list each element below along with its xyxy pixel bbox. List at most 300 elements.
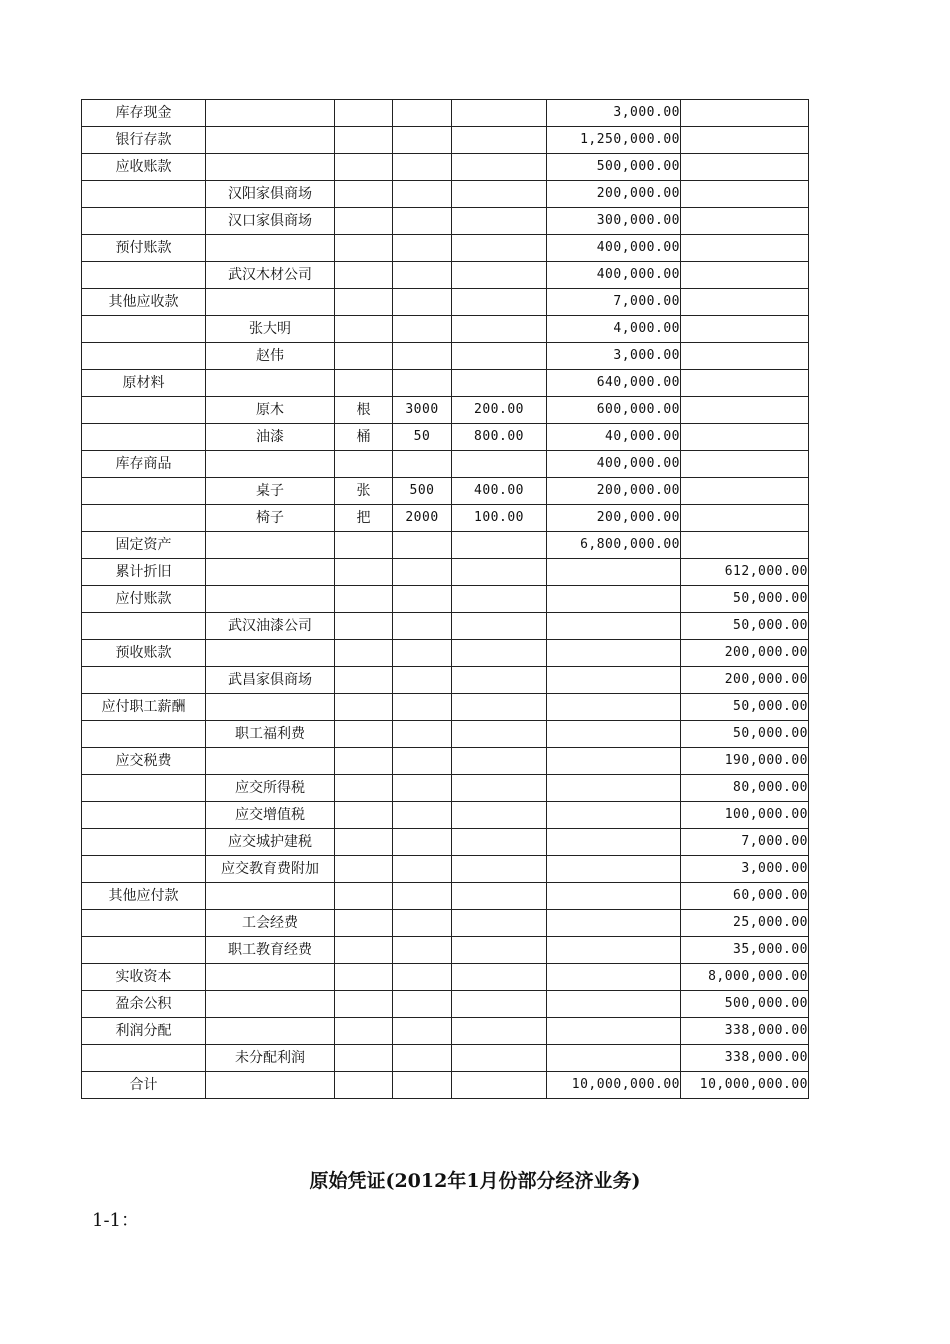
sub-account-cell [206,883,335,910]
debit-amount-cell [547,1045,681,1072]
table-row [82,262,809,289]
credit-amount-cell: 50,000.00 [681,694,809,721]
debit-amount-cell: 6,800,000.00 [547,532,681,559]
table-row [82,235,809,262]
unit-cell: 张 [335,478,393,505]
sub-account-cell [206,748,335,775]
unit-price-cell [452,100,547,127]
unit-price-cell [452,1072,547,1099]
sub-account-cell [206,559,335,586]
sub-account-cell: 应交增值税 [206,802,335,829]
unit-price-cell: 200.00 [452,397,547,424]
debit-amount-cell: 500,000.00 [547,154,681,181]
table-row [82,748,809,775]
table-row [82,667,809,694]
account-cell: 累计折旧 [82,559,206,586]
voucher-label: 1-1： [92,1210,139,1231]
quantity-cell [393,451,452,478]
sub-account-cell: 应交城护建税 [206,829,335,856]
credit-amount-cell: 80,000.00 [681,775,809,802]
credit-amount-cell: 338,000.00 [681,1045,809,1072]
quantity-cell [393,694,452,721]
sub-account-cell: 赵伟 [206,343,335,370]
table-row [82,100,809,127]
debit-amount-cell: 300,000.00 [547,208,681,235]
quantity-cell [393,1045,452,1072]
sub-account-cell: 未分配利润 [206,1045,335,1072]
unit-cell [335,910,393,937]
credit-amount-cell [681,100,809,127]
unit-price-cell [452,613,547,640]
credit-amount-cell: 612,000.00 [681,559,809,586]
credit-amount-cell: 500,000.00 [681,991,809,1018]
debit-amount-cell [547,910,681,937]
debit-amount-cell: 400,000.00 [547,235,681,262]
credit-amount-cell [681,451,809,478]
section-heading: 原始凭证(2012年1月份部分经济业务) [309,1170,641,1192]
quantity-cell [393,667,452,694]
quantity-cell [393,1072,452,1099]
debit-amount-cell [547,802,681,829]
account-cell: 其他应付款 [82,883,206,910]
account-cell [82,910,206,937]
unit-cell [335,991,393,1018]
table-row [82,316,809,343]
quantity-cell [393,856,452,883]
quantity-cell [393,613,452,640]
account-cell: 盈余公积 [82,991,206,1018]
account-cell [82,262,206,289]
unit-price-cell [452,964,547,991]
table-row [82,208,809,235]
quantity-cell [393,748,452,775]
account-cell: 实收资本 [82,964,206,991]
unit-cell [335,613,393,640]
unit-cell [335,1072,393,1099]
unit-cell [335,370,393,397]
debit-amount-cell [547,667,681,694]
account-cell [82,424,206,451]
sub-account-cell [206,694,335,721]
debit-amount-cell: 200,000.00 [547,505,681,532]
unit-cell [335,694,393,721]
debit-amount-cell [547,991,681,1018]
account-cell [82,208,206,235]
ledger-body [82,100,809,1099]
credit-amount-cell [681,370,809,397]
table-row [82,856,809,883]
unit-cell [335,316,393,343]
unit-cell [335,640,393,667]
account-cell [82,505,206,532]
quantity-cell [393,640,452,667]
account-cell [82,856,206,883]
unit-price-cell [452,181,547,208]
credit-amount-cell [681,262,809,289]
debit-amount-cell: 4,000.00 [547,316,681,343]
sub-account-cell: 工会经费 [206,910,335,937]
quantity-cell [393,910,452,937]
table-row [82,694,809,721]
credit-amount-cell [681,154,809,181]
account-cell: 利润分配 [82,1018,206,1045]
table-row [82,154,809,181]
account-cell: 预收账款 [82,640,206,667]
quantity-cell [393,370,452,397]
account-cell: 银行存款 [82,127,206,154]
unit-price-cell: 800.00 [452,424,547,451]
credit-amount-cell [681,289,809,316]
sub-account-cell [206,100,335,127]
account-cell: 应付职工薪酬 [82,694,206,721]
unit-cell [335,235,393,262]
unit-price-cell [452,235,547,262]
debit-amount-cell: 640,000.00 [547,370,681,397]
debit-amount-cell [547,748,681,775]
account-cell [82,397,206,424]
quantity-cell [393,883,452,910]
unit-cell [335,856,393,883]
unit-price-cell [452,532,547,559]
table-row [82,505,809,532]
table-row [82,532,809,559]
sub-account-cell: 椅子 [206,505,335,532]
debit-amount-cell: 1,250,000.00 [547,127,681,154]
account-cell [82,721,206,748]
unit-price-cell [452,316,547,343]
debit-amount-cell: 600,000.00 [547,397,681,424]
unit-price-cell [452,775,547,802]
credit-amount-cell: 7,000.00 [681,829,809,856]
table-row [82,640,809,667]
debit-amount-cell: 7,000.00 [547,289,681,316]
unit-price-cell [452,262,547,289]
account-cell [82,613,206,640]
sub-account-cell: 应交教育费附加 [206,856,335,883]
credit-amount-cell: 50,000.00 [681,586,809,613]
debit-amount-cell [547,937,681,964]
sub-account-cell [206,451,335,478]
sub-account-cell: 职工教育经费 [206,937,335,964]
sub-account-cell: 汉阳家俱商场 [206,181,335,208]
unit-cell [335,883,393,910]
sub-account-cell: 武汉油漆公司 [206,613,335,640]
debit-amount-cell [547,883,681,910]
unit-price-cell [452,694,547,721]
table-row [82,397,809,424]
debit-amount-cell: 400,000.00 [547,262,681,289]
account-cell [82,316,206,343]
debit-amount-cell [547,721,681,748]
unit-cell [335,127,393,154]
unit-price-cell [452,991,547,1018]
unit-cell [335,937,393,964]
debit-amount-cell: 10,000,000.00 [547,1072,681,1099]
unit-price-cell [452,910,547,937]
debit-amount-cell [547,694,681,721]
quantity-cell [393,1018,452,1045]
credit-amount-cell [681,424,809,451]
credit-amount-cell: 3,000.00 [681,856,809,883]
table-row [82,964,809,991]
account-cell [82,937,206,964]
unit-price-cell [452,721,547,748]
debit-amount-cell: 3,000.00 [547,343,681,370]
sub-account-cell [206,532,335,559]
quantity-cell [393,343,452,370]
unit-price-cell [452,1018,547,1045]
unit-cell [335,451,393,478]
sub-account-cell: 桌子 [206,478,335,505]
table-row [82,370,809,397]
opening-balance-table [81,99,809,1099]
quantity-cell [393,181,452,208]
quantity-cell [393,235,452,262]
sub-account-cell [206,640,335,667]
table-row [82,424,809,451]
quantity-cell [393,262,452,289]
unit-price-cell [452,856,547,883]
sub-account-cell [206,127,335,154]
debit-amount-cell [547,964,681,991]
quantity-cell [393,721,452,748]
debit-amount-cell [547,559,681,586]
table-row [82,721,809,748]
unit-cell [335,802,393,829]
credit-amount-cell [681,235,809,262]
unit-cell [335,775,393,802]
table-row [82,559,809,586]
account-cell: 应收账款 [82,154,206,181]
unit-cell [335,721,393,748]
account-cell [82,829,206,856]
unit-price-cell: 400.00 [452,478,547,505]
unit-cell [335,181,393,208]
credit-amount-cell: 10,000,000.00 [681,1072,809,1099]
credit-amount-cell: 50,000.00 [681,613,809,640]
table-row [82,910,809,937]
unit-cell [335,748,393,775]
debit-amount-cell [547,856,681,883]
unit-price-cell [452,883,547,910]
unit-price-cell [452,937,547,964]
unit-price-cell [452,802,547,829]
quantity-cell [393,964,452,991]
unit-price-cell [452,208,547,235]
unit-price-cell [452,748,547,775]
account-cell: 库存商品 [82,451,206,478]
sub-account-cell: 汉口家俱商场 [206,208,335,235]
table-row [82,1045,809,1072]
table-row [82,478,809,505]
unit-price-cell [452,559,547,586]
account-cell [82,181,206,208]
credit-amount-cell: 200,000.00 [681,667,809,694]
credit-amount-cell [681,343,809,370]
debit-amount-cell: 400,000.00 [547,451,681,478]
unit-cell [335,586,393,613]
unit-price-cell [452,154,547,181]
unit-cell [335,1018,393,1045]
debit-amount-cell: 200,000.00 [547,181,681,208]
account-cell: 应交税费 [82,748,206,775]
quantity-cell [393,127,452,154]
sub-account-cell [206,586,335,613]
unit-cell [335,289,393,316]
quantity-cell: 500 [393,478,452,505]
unit-price-cell: 100.00 [452,505,547,532]
sub-account-cell [206,235,335,262]
account-cell: 原材料 [82,370,206,397]
quantity-cell [393,802,452,829]
credit-amount-cell [681,478,809,505]
quantity-cell [393,937,452,964]
unit-cell [335,667,393,694]
table-row [82,289,809,316]
quantity-cell [393,208,452,235]
debit-amount-cell [547,829,681,856]
account-cell [82,775,206,802]
unit-cell [335,154,393,181]
debit-amount-cell [547,586,681,613]
account-cell: 应付账款 [82,586,206,613]
quantity-cell [393,559,452,586]
account-cell [82,667,206,694]
quantity-cell: 3000 [393,397,452,424]
sub-account-cell: 张大明 [206,316,335,343]
unit-cell [335,1045,393,1072]
unit-cell [335,262,393,289]
sub-account-cell: 武汉木材公司 [206,262,335,289]
unit-price-cell [452,1045,547,1072]
unit-price-cell [452,289,547,316]
unit-cell [335,100,393,127]
credit-amount-cell [681,397,809,424]
sub-account-cell: 应交所得税 [206,775,335,802]
account-cell: 预付账款 [82,235,206,262]
table-row [82,937,809,964]
debit-amount-cell: 40,000.00 [547,424,681,451]
credit-amount-cell [681,181,809,208]
table-row [82,883,809,910]
account-cell [82,343,206,370]
sub-account-cell [206,1018,335,1045]
sub-account-cell [206,289,335,316]
quantity-cell [393,154,452,181]
sub-account-cell: 职工福利费 [206,721,335,748]
sub-account-cell [206,991,335,1018]
unit-cell: 把 [335,505,393,532]
credit-amount-cell: 25,000.00 [681,910,809,937]
sub-account-cell: 武昌家俱商场 [206,667,335,694]
table-row [82,775,809,802]
table-row [82,127,809,154]
credit-amount-cell: 35,000.00 [681,937,809,964]
credit-amount-cell [681,505,809,532]
table-row [82,829,809,856]
table-row [82,802,809,829]
debit-amount-cell [547,1018,681,1045]
quantity-cell: 2000 [393,505,452,532]
account-cell: 其他应收款 [82,289,206,316]
debit-amount-cell [547,640,681,667]
credit-amount-cell [681,532,809,559]
unit-price-cell [452,667,547,694]
quantity-cell [393,829,452,856]
sub-account-cell [206,154,335,181]
unit-cell: 根 [335,397,393,424]
unit-price-cell [452,640,547,667]
credit-amount-cell: 60,000.00 [681,883,809,910]
table-row [82,991,809,1018]
account-cell [82,802,206,829]
credit-amount-cell [681,127,809,154]
unit-price-cell [452,451,547,478]
credit-amount-cell: 190,000.00 [681,748,809,775]
unit-price-cell [452,829,547,856]
table-row [82,451,809,478]
account-cell [82,478,206,505]
unit-cell [335,964,393,991]
table-row [82,586,809,613]
total-row [82,1072,809,1099]
quantity-cell: 50 [393,424,452,451]
account-cell: 固定资产 [82,532,206,559]
unit-cell: 桶 [335,424,393,451]
sub-account-cell: 原木 [206,397,335,424]
quantity-cell [393,100,452,127]
unit-cell [335,829,393,856]
account-cell: 库存现金 [82,100,206,127]
credit-amount-cell: 338,000.00 [681,1018,809,1045]
unit-price-cell [452,343,547,370]
credit-amount-cell: 200,000.00 [681,640,809,667]
quantity-cell [393,775,452,802]
table-row [82,343,809,370]
credit-amount-cell: 8,000,000.00 [681,964,809,991]
quantity-cell [393,316,452,343]
sub-account-cell [206,370,335,397]
sub-account-cell [206,1072,335,1099]
credit-amount-cell: 50,000.00 [681,721,809,748]
quantity-cell [393,289,452,316]
debit-amount-cell: 200,000.00 [547,478,681,505]
quantity-cell [393,586,452,613]
sub-account-cell [206,964,335,991]
unit-price-cell [452,127,547,154]
debit-amount-cell: 3,000.00 [547,100,681,127]
unit-price-cell [452,370,547,397]
account-cell [82,1045,206,1072]
unit-price-cell [452,586,547,613]
unit-cell [335,559,393,586]
sub-account-cell: 油漆 [206,424,335,451]
debit-amount-cell [547,775,681,802]
unit-cell [335,532,393,559]
table-row [82,181,809,208]
credit-amount-cell [681,208,809,235]
quantity-cell [393,991,452,1018]
table-row [82,1018,809,1045]
table-row [82,613,809,640]
account-cell: 合计 [82,1072,206,1099]
unit-cell [335,208,393,235]
credit-amount-cell [681,316,809,343]
quantity-cell [393,532,452,559]
credit-amount-cell: 100,000.00 [681,802,809,829]
debit-amount-cell [547,613,681,640]
unit-cell [335,343,393,370]
